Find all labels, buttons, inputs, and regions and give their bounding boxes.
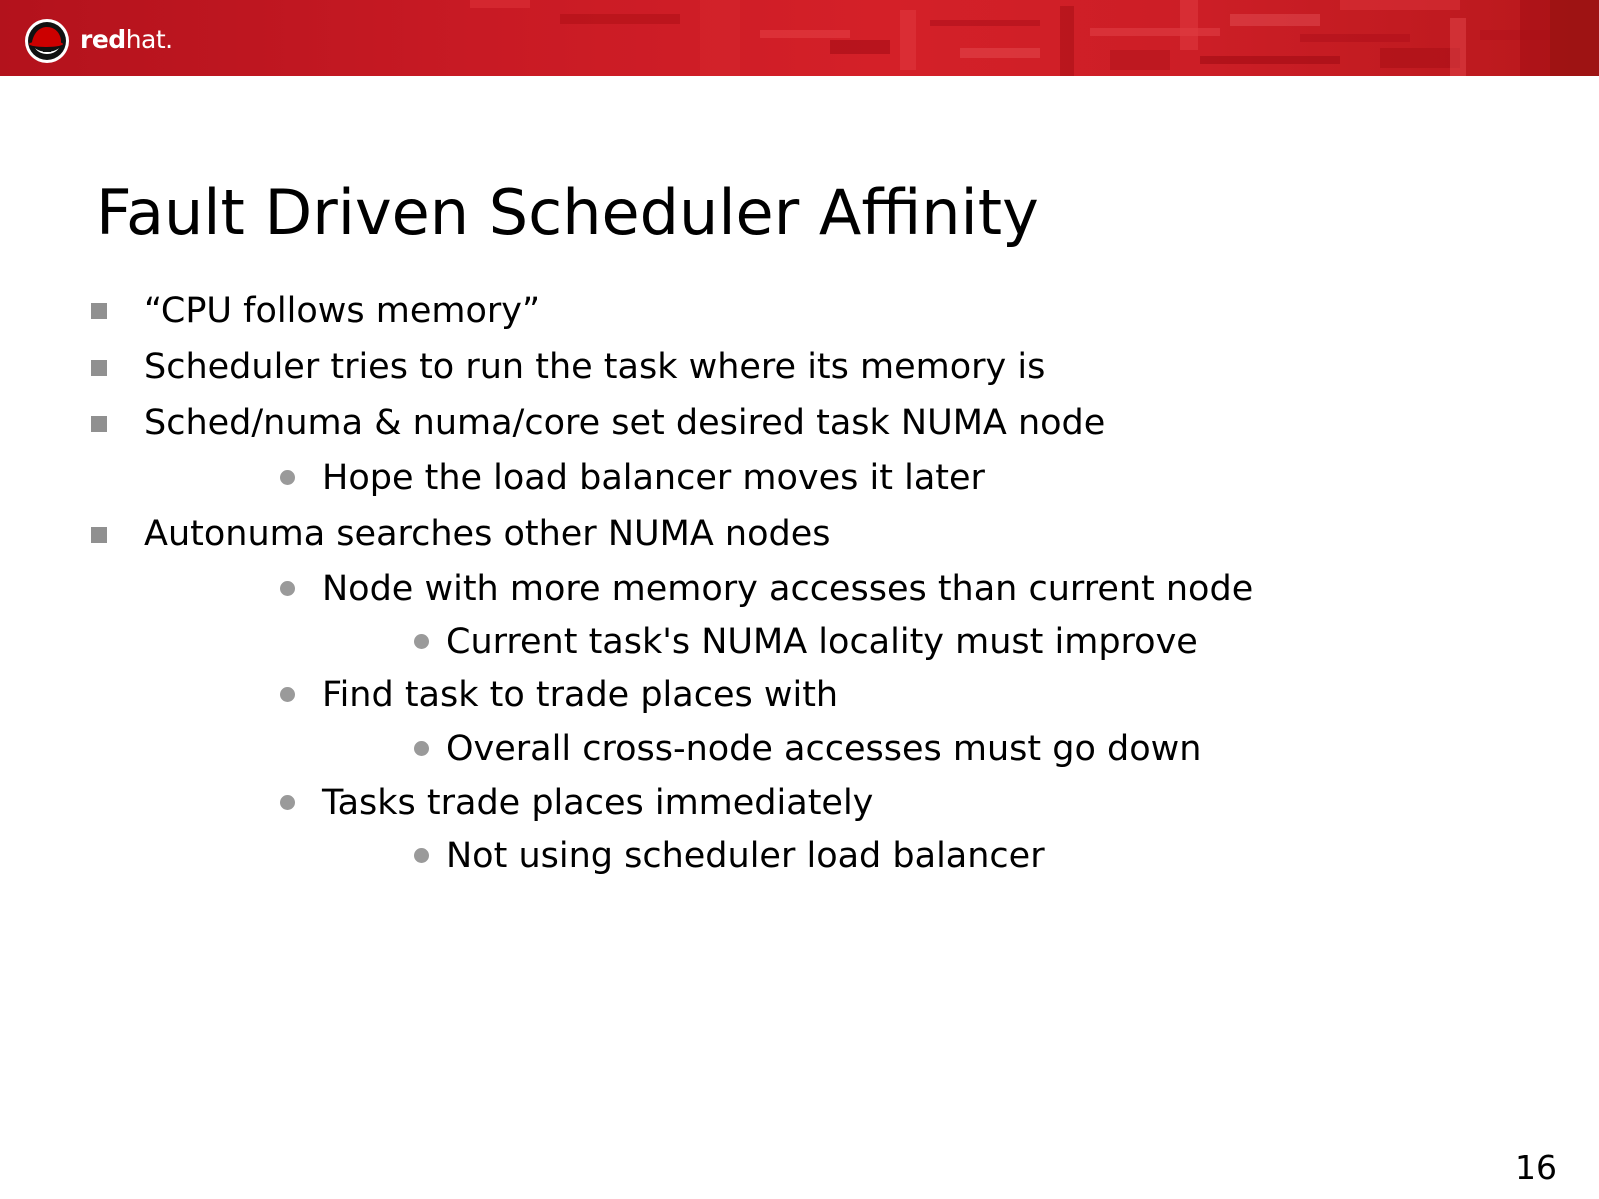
- page-number: 16: [1515, 1148, 1557, 1187]
- square-bullet-icon: [91, 416, 107, 432]
- shadowman-icon: [24, 18, 70, 64]
- bullet-item: Hope the load balancer moves it later: [322, 458, 985, 498]
- dot-bullet-icon: [414, 634, 429, 649]
- bullet-item: Find task to trade places with: [322, 675, 839, 715]
- bullet-item: Sched/numa & numa/core set desired task NUMA node: [144, 403, 1106, 443]
- logo-wordmark: [80, 25, 173, 54]
- dot-bullet-icon: [414, 848, 429, 863]
- bullet-item: Overall cross-node accesses must go down: [446, 729, 1202, 769]
- dot-bullet-icon: [280, 470, 295, 485]
- header-banner: [0, 0, 1599, 76]
- dot-bullet-icon: [414, 741, 429, 756]
- square-bullet-icon: [91, 360, 107, 376]
- square-bullet-icon: [91, 303, 107, 319]
- redhat-logo: [24, 18, 174, 62]
- logo-wordmark-light: hat.: [125, 25, 173, 54]
- bullet-item: “CPU follows memory”: [144, 291, 541, 331]
- square-bullet-icon: [91, 527, 107, 543]
- bullet-item: Not using scheduler load balancer: [446, 836, 1045, 876]
- dot-bullet-icon: [280, 581, 295, 596]
- logo-wordmark-bold: red: [80, 25, 126, 54]
- dot-bullet-icon: [280, 687, 295, 702]
- banner-pattern: [0, 0, 1599, 76]
- bullet-item: Tasks trade places immediately: [322, 783, 874, 823]
- bullet-item: Autonuma searches other NUMA nodes: [144, 514, 831, 554]
- bullet-item: Scheduler tries to run the task where its memory is: [144, 347, 1046, 387]
- dot-bullet-icon: [280, 795, 295, 810]
- bullet-item: Current task's NUMA locality must improve: [446, 622, 1198, 662]
- slide-title: Fault Driven Scheduler Affinity: [96, 176, 1039, 249]
- bullet-item: Node with more memory accesses than current node: [322, 569, 1254, 609]
